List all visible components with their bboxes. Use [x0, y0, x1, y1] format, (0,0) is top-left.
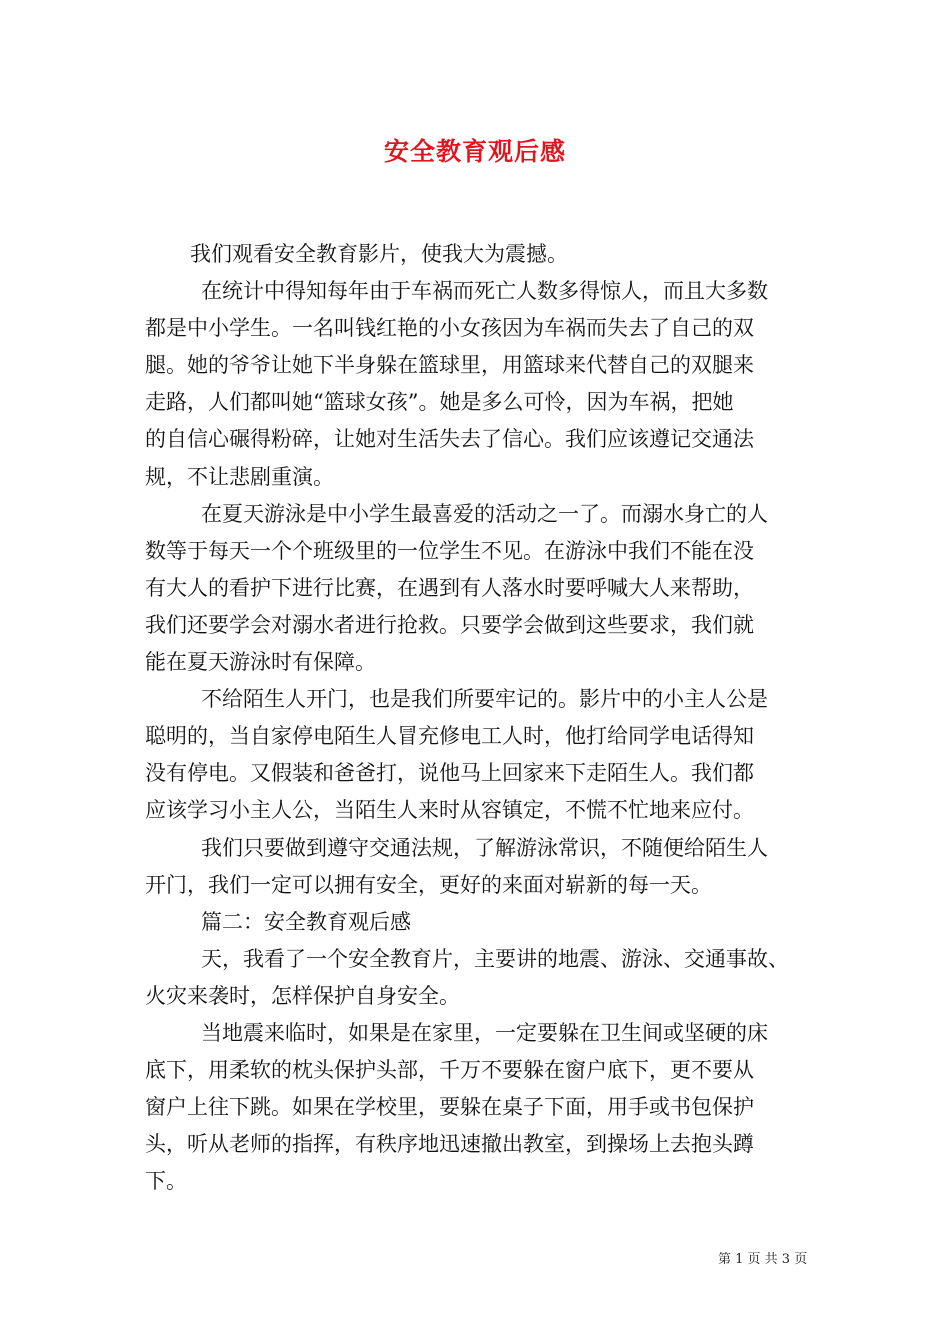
text-line: 在统计中得知每年由于车祸而死亡人数多得惊人，而且大多数 — [201, 279, 768, 304]
text-line: 能在夏天游泳时有保障。 — [145, 650, 376, 675]
text-line: 下。 — [145, 1169, 187, 1194]
text-line: 火灾来袭时，怎样保护自身安全。 — [145, 983, 460, 1008]
text-line: 腿。她的爷爷让她下半身躲在篮球里，用篮球来代替自己的双腿来 — [145, 353, 754, 378]
text-line: 我们只要做到遵守交通法规，了解游泳常识，不随便给陌生人 — [201, 835, 768, 860]
text-line: 有大人的看护下进行比赛，在遇到有人落水时要呼喊大人来帮助， — [145, 575, 754, 600]
document-title: 安全教育观后感 — [383, 137, 566, 166]
text-line: 在夏天游泳是中小学生最喜爱的活动之一了。而溺水身亡的人 — [201, 501, 768, 526]
text-line: 都是中小学生。一名叫钱红艳的小女孩因为车祸而失去了自己的双 — [145, 316, 754, 341]
text-line: 应该学习小主人公，当陌生人来时从容镇定，不慌不忙地来应付。 — [145, 798, 754, 823]
text-line: 当地震来临时，如果是在家里，一定要躲在卫生间或坚硬的床 — [201, 1020, 768, 1045]
section-heading: 篇二：安全教育观后感 — [201, 909, 411, 934]
text-line: 窗户上往下跳。如果在学校里，要躲在桌子下面，用手或书包保护 — [145, 1095, 754, 1120]
text-line: 聪明的，当自家停电陌生人冒充修电工人时，他打给同学电话得知 — [145, 724, 754, 749]
text-line: 数等于每天一个个班级里的一位学生不见。在游泳中我们不能在没 — [145, 538, 754, 563]
text-line: 我们观看安全教育影片，使我大为震撼。 — [190, 242, 568, 266]
text-line: 规，不让悲剧重演。 — [145, 464, 334, 489]
text-line: 没有停电。又假装和爸爸打，说他马上回家来下走陌生人。我们都 — [145, 761, 754, 786]
text-line: 走路，人们都叫她“篮球女孩”。她是多么可怜，因为车祸，把她 — [145, 390, 734, 415]
text-line: 天，我看了一个安全教育片，主要讲的地震、游泳、交通事故、 — [201, 946, 789, 971]
text-line: 的自信心碾得粉碎，让她对生活失去了信心。我们应该遵记交通法 — [145, 427, 754, 452]
text-line: 开门，我们一定可以拥有安全，更好的来面对崭新的每一天。 — [145, 872, 712, 897]
page-number: 第 1 页 共 3 页 — [718, 1252, 808, 1267]
text-line: 头，听从老师的指挥，有秩序地迅速撤出教室，到操场上去抱头蹲 — [145, 1132, 754, 1157]
text-line: 我们还要学会对溺水者进行抢救。只要学会做到这些要求，我们就 — [145, 612, 754, 637]
text-line: 底下，用柔软的枕头保护头部，千万不要躲在窗户底下，更不要从 — [145, 1058, 754, 1083]
document-body — [145, 236, 825, 1200]
text-line: 不给陌生人开门，也是我们所要牢记的。影片中的小主人公是 — [201, 687, 768, 712]
